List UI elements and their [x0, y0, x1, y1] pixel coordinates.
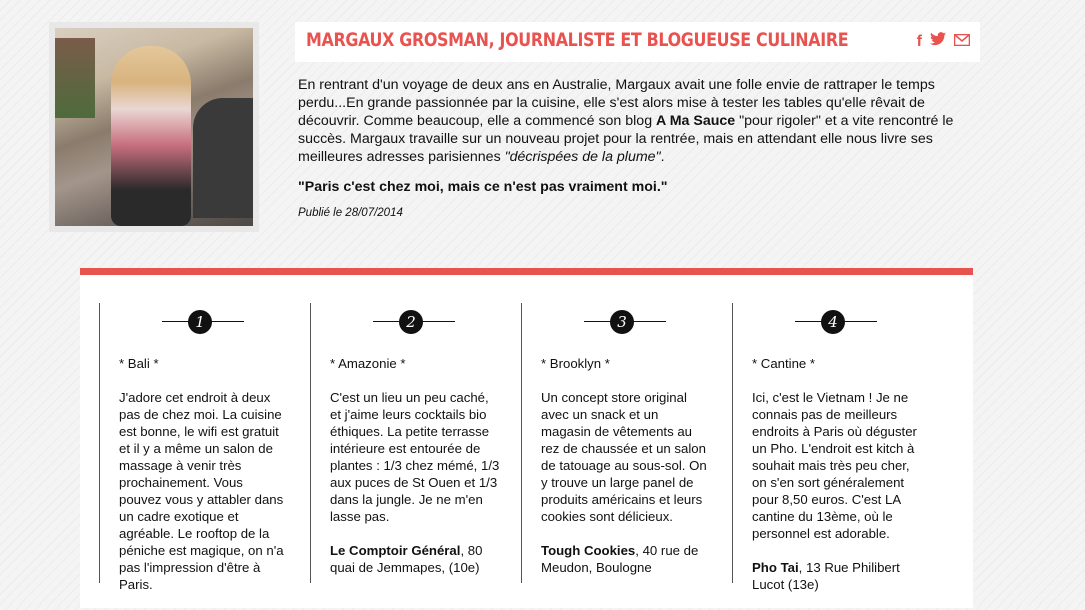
- number-marker: [752, 307, 922, 337]
- place-name: Le Comptoir Général: [330, 543, 461, 558]
- blog-name: A Ma Sauce: [656, 113, 736, 129]
- number-marker: [330, 307, 500, 337]
- place-street: , 80 quai de Jemmapes, (10e): [330, 543, 483, 575]
- title-bar: [295, 22, 980, 62]
- email-icon[interactable]: [954, 33, 970, 51]
- number-badge: 4: [821, 310, 845, 334]
- intro-italic: "décrispées de la plume": [504, 149, 661, 165]
- number-badge: 3: [610, 310, 634, 334]
- place-address: [752, 559, 922, 593]
- place-nickname: * Bali *: [119, 356, 159, 371]
- place-name: Pho Tai: [752, 560, 799, 575]
- facebook-icon[interactable]: f: [916, 32, 922, 50]
- place-street: , 13 Rue Philibert Lucot (13e): [752, 560, 900, 592]
- number-marker: [541, 307, 711, 337]
- address-column-2: [310, 303, 522, 583]
- intro-text-2: "pour rigoler" et a vite rencontré le succès. Margaux travaille sur un nouveau projet pour la rentrée, mais en attendant elle nous livre ses meilleures adresses parisiennes: [298, 113, 954, 165]
- place-address: [330, 542, 500, 576]
- place-description: Un concept store original avec un snack et un magasin de vêtements au rez de chaussée et un salon de tatouage au sous-sol. On y trouve un large panel de produits américains et leurs cookies sont délicieux.: [541, 390, 707, 524]
- intro-quote: "Paris c'est chez moi, mais ce n'est pas vraiment moi.": [298, 179, 668, 195]
- social-share-icons: [917, 32, 970, 51]
- place-address: [541, 542, 711, 576]
- portrait-photo: [55, 28, 253, 226]
- address-column-4: [732, 303, 944, 592]
- number-marker: [119, 307, 289, 337]
- photo-person: [111, 46, 191, 226]
- intro-text-3: .: [660, 149, 665, 165]
- place-street: , 40 rue de Meudon, Boulogne: [541, 543, 699, 575]
- place-description: C'est un lieu un peu caché, et j'aime leurs cocktails bio éthiques. La petite terrasse intérieure est entourée de plantes : 1/3 chez mémé, 1/3 aux puces de St Ouen et 1/3 dans la jungle. Je ne m'en lasse pas.: [330, 390, 500, 524]
- intro-text-1: En rentrant d'un voyage de deux ans en Australie, Margaux avait une folle envie de rattraper le temps perdu...En grande passionnée par la cuisine, elle s'est alors mise à tester les tables qu'elle rêvait de découvrir. Comme beaucoup, elle a commencé son blog: [298, 77, 935, 129]
- place-nickname: * Cantine *: [752, 356, 816, 371]
- page-title: MARGAUX GROSMAN, JOURNALISTE ET BLOGUEUSE CULINAIRE: [306, 30, 849, 51]
- intro-paragraph: [298, 76, 978, 166]
- place-description: Ici, c'est le Vietnam ! Je ne connais pas de meilleurs endroits à Paris où déguster un Pho. L'endroit est kitch à souhait mais très peu cher, on s'en sort généralement pour 8,50 euros. C'est LA cantine du 13ème, où le personnel est adorable.: [752, 390, 917, 541]
- place-nickname: * Amazonie *: [330, 356, 406, 371]
- portrait-photo-frame: [49, 22, 259, 232]
- photo-background-car: [193, 98, 253, 218]
- address-column-3: [521, 303, 733, 583]
- number-badge: 1: [188, 310, 212, 334]
- number-badge: 2: [399, 310, 423, 334]
- place-name: Tough Cookies: [541, 543, 636, 558]
- photo-background-shop: [55, 38, 95, 118]
- place-description: J'adore cet endroit à deux pas de chez moi. La cuisine est bonne, le wifi est gratuit et il y a même un salon de massage à venir très prochainement. Vous pouvez vous y attabler dans un cadre exotique et agréable. Le rooftop de la péniche est magique, on n'a pas l'impression d'être à Paris.: [119, 390, 284, 592]
- twitter-icon[interactable]: [930, 32, 946, 51]
- addresses-panel: [80, 268, 973, 608]
- published-date: Publié le 28/07/2014: [298, 207, 403, 219]
- address-column-1: [99, 303, 311, 592]
- place-nickname: * Brooklyn *: [541, 356, 610, 371]
